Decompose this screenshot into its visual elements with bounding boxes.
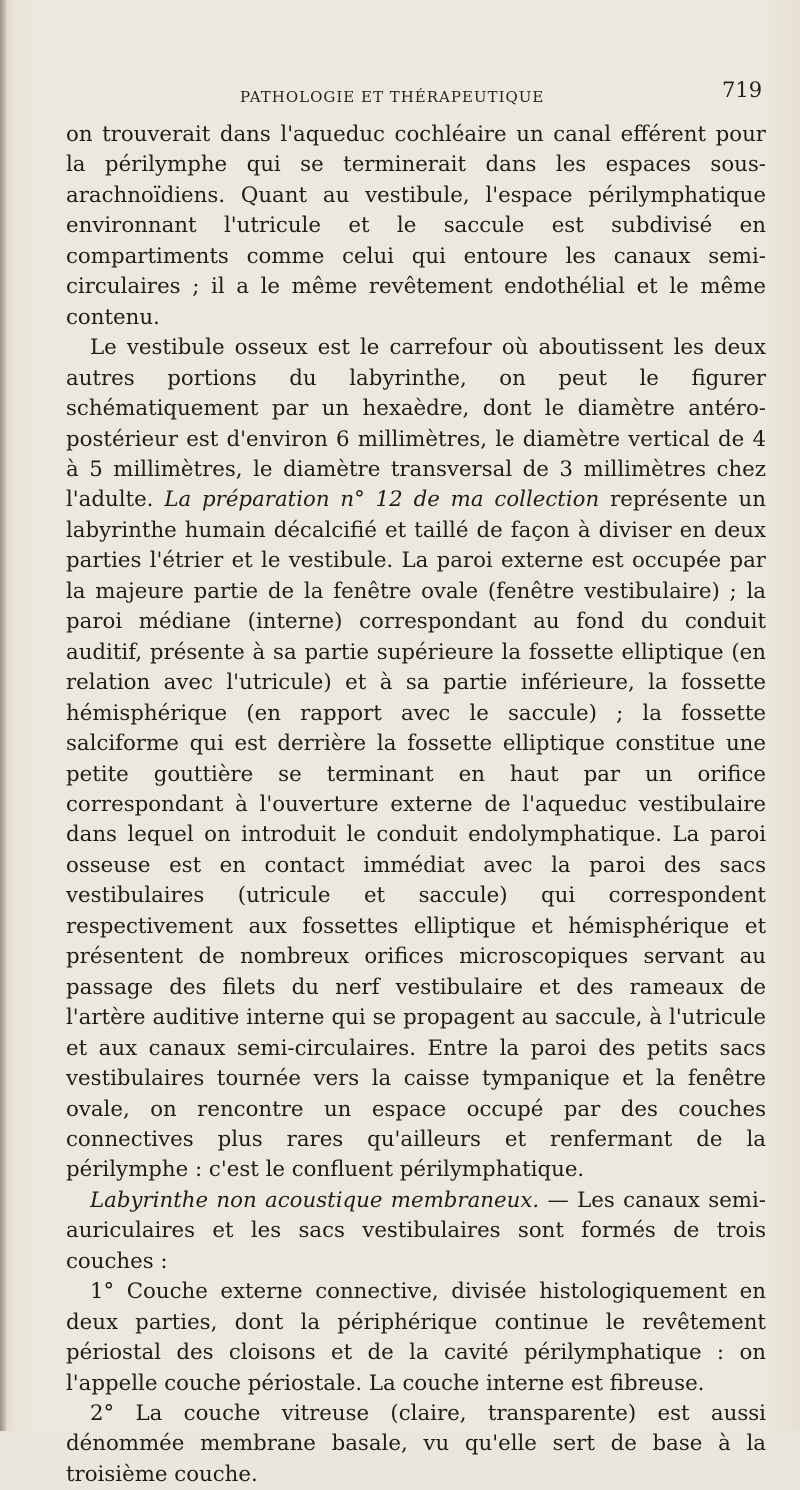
binding-shadow (0, 0, 6, 1431)
list-item-layer-1: 1° Couche externe connective, divisée histologiquement en deux parties, dont la périphérique continue le revêtement périostal des cloisons et de la cavité périlymphatique : on l'appelle couche périostale. La couche interne est fibreuse. (66, 1279, 766, 1396)
body-text (66, 120, 766, 1490)
paragraph-membranous-labyrinth (66, 1186, 766, 1277)
page-number: 719 (722, 78, 763, 102)
paragraph-vestibule-body: représente un labyrinthe humain décalcifié et taillé de façon à diviser en deux parties l'étrier et le vestibule. La paroi externe est occupée par la majeure partie de la fenêtre ovale (fenêtre vestibulaire) ; la paroi médiane (interne) correspondant au fond du conduit auditif, présente à sa partie supérieure la fossette elliptique (en relation avec l'utricule) et à sa partie inférieure, la fossette hémisphérique (en rapport avec le saccule) ; la fossette salciforme qui est derrière la fossette elliptique constitue une petite gouttière se terminant en haut par un orifice correspondant à l'ouverture externe de l'aqueduc vestibulaire dans lequel on introduit le conduit endolymphatique. La paroi osseuse est en contact immédiat avec la paroi des sacs vestibulaires (utricule et saccule) qui correspondent respectivement aux fossettes elliptique et hémisphérique et présentent de nombreux orifices microscopiques servant au passage des filets du nerf vestibulaire et des rameaux de l'artère auditive interne qui se propagent au saccule, à l'utricule et aux canaux semi-circulaires. Entre la paroi des petits sacs vestibulaires tournée vers la caisse tympanique et la fenêtre ovale, on rencontre un espace occupé par des couches connectives plus rares qu'ailleurs et renfermant de la périlymphe : c'est le confluent périlymphatique. (66, 487, 766, 1183)
section-heading-italic: Labyrinthe non acoustique membraneux. (90, 1187, 540, 1213)
list-item-layer-2: 2° La couche vitreuse (claire, transparente) est aussi dénommée membrane basale, vu qu'elle sert de base à la troisième couche. (66, 1401, 766, 1487)
paragraph-vestibule-intro: Le vestibule osseux est le carrefour où aboutissent les deux autres portions du labyrinthe, on peut le figurer schématiquement par un hexaèdre, dont le diamètre antéro-postérieur est d'environ 6 millimètres, le diamètre vertical de 4 à 5 millimètres, le diamètre transversal de 3 millimètres chez l'adulte. (66, 335, 766, 513)
running-head: PATHOLOGIE ET THÉRAPEUTIQUE (240, 88, 545, 106)
paragraph-vestibule (66, 333, 766, 1186)
paragraph-continuation: on trouverait dans l'aqueduc cochléaire un canal efférent pour la périlymphe qui se terminerait dans les espaces sous-arachnoïdiens. Quant au vestibule, l'espace périlymphatique environnant l'utricule et le saccule est subdivisé en compartiments comme celui qui entoure les canaux semi-circulaires ; il a le même revêtement endothélial et le même contenu. (66, 122, 766, 330)
specimen-reference: La préparation n° 12 de ma collection (164, 487, 600, 513)
paragraph-membranous-labyrinth-text: — Les canaux semi-auriculaires et les sacs vestibulaires sont formés de trois couches : (66, 1187, 766, 1274)
